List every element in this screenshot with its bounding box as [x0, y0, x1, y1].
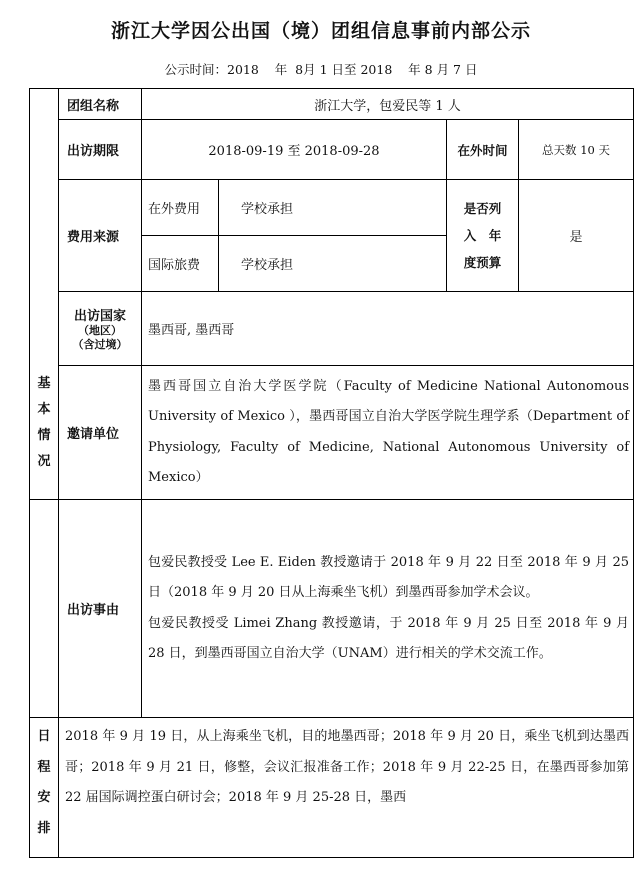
basic-info-side-label: [30, 89, 59, 500]
inviter-value: 墨西哥国立自治大学医学院（Faculty of Medicine National Autonomous University of Mexico ），墨西哥国立自治大学医学院生理学系（Department of Physiology, Faculty of Medicine, National Autonomous University of Mexico）: [142, 366, 634, 500]
row-funding-abroad: [30, 180, 634, 236]
row-group-name: [30, 89, 634, 120]
info-table: [29, 88, 634, 858]
side-char: 本: [37, 402, 51, 417]
side-char: 程: [37, 759, 51, 775]
abroad-cost-value: 学校承担: [219, 180, 447, 236]
group-name-label: 团组名称: [59, 89, 142, 120]
publish-period: 公示时间：2018 年 8月 1 日至 2018 年 8 月 7 日: [164, 62, 478, 77]
group-name-value: 浙江大学，包爱民等 1 人: [142, 89, 634, 120]
abroad-time-value: 总天数 10 天: [519, 120, 634, 180]
visit-period-label: 出访期限: [59, 120, 142, 180]
side-char: 况: [37, 454, 51, 469]
country-sub-label: （地区）: [78, 324, 122, 337]
travel-cost-label: 国际旅费: [142, 236, 219, 292]
budget-label-line: 度预算: [463, 254, 502, 270]
side-spacer: [30, 500, 59, 718]
abroad-cost-label: 在外费用: [142, 180, 219, 236]
row-reason: [30, 500, 634, 718]
country-sub-label: （含过境）: [72, 338, 128, 351]
side-char: 排: [37, 820, 51, 836]
reason-value: [142, 500, 634, 718]
side-char: 情: [37, 428, 51, 443]
budget-label-line: 是否列: [463, 200, 502, 216]
row-country: [30, 292, 634, 366]
funding-label: 费用来源: [59, 180, 142, 292]
page-title: 浙江大学因公出国（境）团组信息事前内部公示: [110, 20, 531, 42]
country-label-cell: [59, 292, 142, 366]
budget-label-line: 入 年: [463, 227, 502, 243]
reason-label: 出访事由: [59, 500, 142, 718]
country-value: 墨西哥, 墨西哥: [142, 292, 634, 366]
reason-paragraph: 包爱民教授受 Limei Zhang 教授邀请，于 2018 年 9 月 25 日至 2018 年 9 月 28 日，到墨西哥国立自治大学（UNAM）进行相关的学术交流工作。: [148, 615, 630, 661]
side-char: 安: [37, 790, 51, 805]
budget-label: [447, 180, 519, 292]
country-label: 出访国家: [73, 309, 126, 324]
travel-cost-value: 学校承担: [219, 236, 447, 292]
reason-paragraph: 包爱民教授受 Lee E. Eiden 教授邀请于 2018 年 9 月 22 日至 2018 年 9 月 25 日（2018 年 9 月 20 日从上海乘坐飞机）到墨西哥参加学术会议。: [148, 554, 630, 600]
schedule-text: 2018 年 9 月 19 日，从上海乘坐飞机，目的地墨西哥；2018 年 9 月 20 日，乘坐飞机到达墨西哥；2018 年 9 月 21 日，修整，会议汇报准备工作；2018 年 9 月 22-25 日，在墨西哥参加第 22 届国际调控蛋白研讨会；2018 年 9 月 25-28 日，墨西: [59, 718, 634, 858]
visit-period-value: 2018-09-19 至 2018-09-28: [142, 120, 447, 180]
schedule-side-label: [30, 718, 59, 858]
side-char: 基: [37, 376, 51, 391]
row-visit-period: [30, 120, 634, 180]
row-inviter: [30, 366, 634, 500]
budget-value: 是: [519, 180, 634, 292]
row-schedule: [30, 718, 634, 858]
side-char: 日: [37, 729, 51, 744]
abroad-time-label: 在外时间: [447, 120, 519, 180]
inviter-label: 邀请单位: [59, 366, 142, 500]
